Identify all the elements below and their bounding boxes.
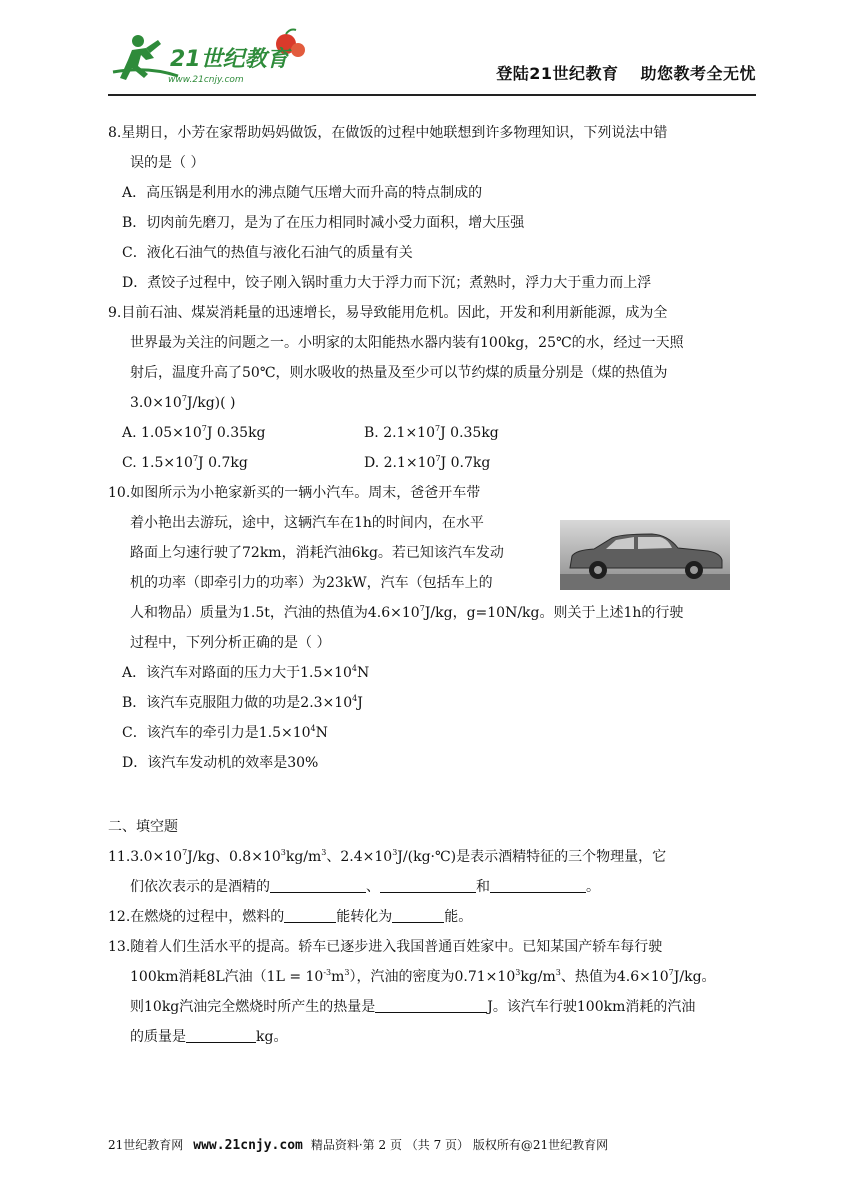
q9-options-row1	[108, 418, 758, 448]
q10-option-a: A．该汽车对路面的压力大于$1.5\times 10^4N$	[122, 664, 370, 681]
page-footer	[108, 1136, 758, 1153]
car-image	[560, 520, 730, 590]
q10-option-d: D．该汽车发动机的效率是30%	[122, 755, 319, 771]
q10-option-c: C．该汽车的牵引力是$1.5\times 10^4N$	[122, 724, 328, 741]
q10-stem-line4: 机的功率（即牵引力的功率）为23kW，汽车（包括车上的	[130, 575, 493, 591]
q9-option-c: C. $1.5\times 10^7J$ 0.7kg	[122, 454, 248, 471]
q8-stem-line2: 误的是（ ）	[130, 155, 205, 171]
section-gap	[108, 778, 758, 812]
q8-option-a: A．高压锅是利用水的沸点随气压增大而升高的特点制成的	[122, 185, 483, 201]
footer-site-link[interactable]: www.21cnjy.com	[193, 1138, 303, 1153]
page-header	[108, 28, 756, 94]
footer-left: 21世纪教育网	[108, 1138, 184, 1152]
q9-option-a: A. $1.05\times 10^7J$ 0.35kg	[122, 424, 266, 441]
header-divider	[108, 94, 756, 96]
q13-stem-line4: 的质量是 kg。	[130, 1029, 288, 1045]
q8-option-c: C．液化石油气的热值与液化石油气的质量有关	[122, 245, 413, 261]
q9-options-row2	[108, 448, 758, 478]
q12-blank-2[interactable]	[392, 908, 444, 923]
q13-stem-line3: 则10kg汽油完全燃烧时所产生的热量是 J。该汽车行驶100km消耗的汽油	[130, 999, 696, 1015]
q8-option-d: D．煮饺子过程中，饺子刚入锅时重力大于浮力而下沉；煮熟时，浮力大于重力而上浮	[122, 275, 652, 291]
q8-option-b: B．切肉前先磨刀，是为了在压力相同时减小受力面积，增大压强	[122, 215, 525, 231]
q8-stem-line1: 8.星期日，小芳在家帮助妈妈做饭，在做饭的过程中她联想到许多物理知识，下列说法中错	[108, 125, 668, 141]
q9-option-b: B. $2.1\times 10^7J$ 0.35kg	[364, 424, 499, 441]
q11-blank-1[interactable]	[270, 878, 366, 893]
q9-stem-line1: 9.目前石油、煤炭消耗量的迅速增长，易导致能用危机。因此，开发和利用新能源，成为全	[108, 305, 668, 321]
q13-stem-line1: 13.随着人们生活水平的提高。轿车已逐步进入我国普通百姓家中。已知某国产轿车每行驶	[108, 939, 663, 955]
q11-stem-line1: $11.3.0\times 10^7J/kg$、$0.8\times 10^3kg/m^3$、$2.4\times 10^3J/(kg\cdot℃)$是表示酒精特征的三个物理量，它	[108, 848, 667, 865]
q10-stem-line1: 10.如图所示为小艳家新买的一辆小汽车。周末，爸爸开车带	[108, 485, 481, 501]
q10-stem-line3: 路面上匀速行驶了72km，消耗汽油6kg。若已知该汽车发动	[130, 545, 504, 561]
q10-option-b: B．该汽车克服阻力做的功是$2.3\times 10^4J$	[122, 694, 363, 711]
q11-blank-2[interactable]	[380, 878, 476, 893]
logo-url: www.21cnjy.com	[168, 75, 244, 85]
q10-stem-line2: 着小艳出去游玩，途中，这辆汽车在1h的时间内，在水平	[130, 515, 484, 531]
logo-text: 21世纪教育	[170, 47, 289, 72]
slogan-right: 助您教考全无忧	[640, 64, 756, 83]
q13-blank-1[interactable]	[375, 998, 487, 1013]
q11-stem-line2: 们依次表示的是酒精的 、 和 。	[130, 879, 600, 895]
section-title-fill-in: 二、填空题	[108, 819, 178, 835]
q10-stem-line6: 过程中，下列分析正确的是（ ）	[130, 635, 331, 651]
q10-stem-line5: 人和物品）质量为1.5t，汽油的热值为$4.6\times 10^7J/kg$，g=10N/kg。则关于上述1h的行驶	[130, 604, 684, 621]
footer-right: 精品资料·第 2 页 （共 7 页） 版权所有@21世纪教育网	[310, 1138, 609, 1152]
slogan-left: 登陆21世纪教育	[496, 64, 619, 83]
q9-stem-line2: 世界最为关注的问题之一。小明家的太阳能热水器内装有100kg，25℃的水，经过一天照	[130, 335, 684, 351]
q9-stem-line4: $3.0\times 10^7J/kg$)( )	[130, 394, 236, 411]
q9-option-d: D. $2.1\times 10^7J$ 0.7kg	[364, 454, 491, 471]
header-slogan	[496, 61, 756, 84]
q13-blank-2[interactable]	[186, 1028, 256, 1043]
q12-stem: 12.在燃烧的过程中，燃料的 能转化为 能。	[108, 909, 473, 925]
runner-icon	[113, 35, 178, 80]
q11-blank-3[interactable]	[490, 878, 586, 893]
q12-blank-1[interactable]	[284, 908, 336, 923]
q9-stem-line3: 射后，温度升高了50℃，则水吸收的热量及至少可以节约煤的质量分别是（煤的热值为	[130, 365, 668, 381]
21cnjy-logo	[108, 28, 308, 90]
q13-stem-line2: 100km消耗8L汽油$(1L = 10^{-3}m^3)$，汽油的密度为$0.71\times 10^3kg/m^3$、热值为$4.6\times 10^7J/kg$。	[130, 968, 716, 985]
